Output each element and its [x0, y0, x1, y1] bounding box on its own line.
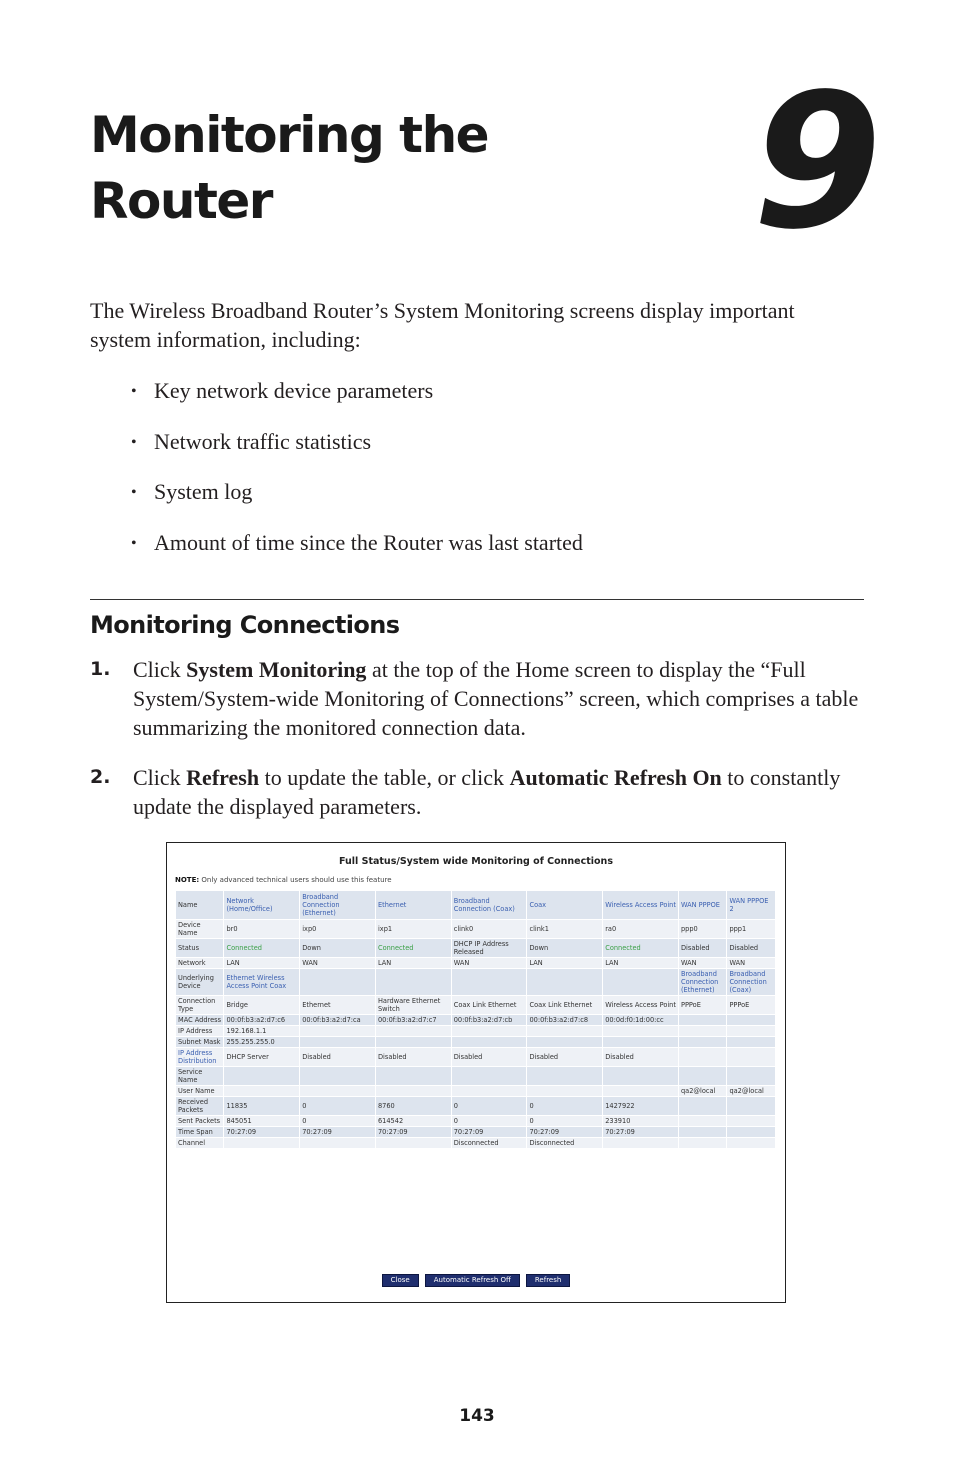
- row-header: Subnet Mask: [176, 1037, 223, 1047]
- list-item: • Key network device parameters: [131, 376, 583, 427]
- table-cell: WAN: [679, 958, 726, 968]
- table-row: [176, 996, 775, 1014]
- table-cell: LAN: [224, 958, 299, 968]
- table-cell: [679, 1037, 726, 1047]
- bullet-icon: •: [131, 534, 137, 552]
- table-cell: Down: [527, 939, 602, 957]
- connections-table: [175, 890, 776, 1149]
- table-cell: Disconnected: [527, 1138, 602, 1148]
- table-cell: [376, 1026, 451, 1036]
- table-cell: 0: [452, 1116, 527, 1126]
- table-cell: ixp0: [300, 920, 375, 938]
- step-1: [90, 655, 860, 742]
- table-cell: [603, 1138, 678, 1148]
- table-cell: Coax Link Ethernet: [452, 996, 527, 1014]
- monitoring-screenshot: [166, 842, 786, 1303]
- bullet-icon: •: [131, 484, 137, 501]
- table-cell: 70:27:09: [300, 1127, 375, 1137]
- bullet-icon: •: [131, 383, 137, 400]
- table-cell: 0: [452, 1097, 527, 1115]
- row-header: Service Name: [176, 1067, 223, 1085]
- step-text: Click System Monitoring at the top of the Home screen to display the “Full System/System-wide Monitoring of Connections” screen, which comprises a table summarizing the monitored connection data.: [133, 657, 859, 740]
- table-cell: 00:0f:b3:a2:d7:c8: [527, 1015, 602, 1025]
- table-cell: Disabled: [679, 939, 726, 957]
- table-cell: PPPoE: [679, 996, 726, 1014]
- table-cell: Ethernet Wireless Access Point Coax: [224, 969, 299, 995]
- table-cell: [727, 1116, 775, 1126]
- table-cell: DHCP IP Address Released: [452, 939, 527, 957]
- table-cell: [527, 1037, 602, 1047]
- table-cell: Disabled: [452, 1048, 527, 1066]
- step-2: [90, 763, 860, 821]
- table-cell: PPPoE: [727, 996, 775, 1014]
- table-cell: clink0: [452, 920, 527, 938]
- table-cell: [527, 1086, 602, 1096]
- row-header: Received Packets: [176, 1097, 223, 1115]
- list-item: • Network traffic statistics: [131, 427, 583, 478]
- chapter-number: 9: [752, 53, 876, 270]
- screenshot-note: NOTE: Only advanced technical users should use this feature: [175, 876, 392, 884]
- table-cell: Disabled: [527, 1048, 602, 1066]
- table-row: [176, 1086, 775, 1096]
- table-cell: 70:27:09: [527, 1127, 602, 1137]
- row-header: Device Name: [176, 920, 223, 938]
- refresh-button[interactable]: Refresh: [526, 1274, 570, 1287]
- table-cell: [727, 1127, 775, 1137]
- table-cell: ppp1: [727, 920, 775, 938]
- table-row: [176, 1037, 775, 1047]
- automatic-refresh-button[interactable]: Automatic Refresh Off: [425, 1274, 520, 1287]
- table-cell: [679, 1116, 726, 1126]
- table-cell: LAN: [527, 958, 602, 968]
- table-cell: [527, 1026, 602, 1036]
- table-row: [176, 1015, 775, 1025]
- screenshot-buttons: [167, 1274, 785, 1287]
- table-cell: [300, 969, 375, 995]
- row-header: Network: [176, 958, 223, 968]
- table-cell: [603, 1067, 678, 1085]
- table-cell: 70:27:09: [452, 1127, 527, 1137]
- table-cell: [376, 1138, 451, 1148]
- column-header: Name: [176, 891, 223, 919]
- row-header: Underlying Device: [176, 969, 223, 995]
- table-cell: LAN: [376, 958, 451, 968]
- table-row: [176, 1138, 775, 1148]
- table-cell: [376, 1086, 451, 1096]
- table-cell: 255.255.255.0: [224, 1037, 299, 1047]
- table-header-row: [176, 891, 775, 919]
- column-header: Broadband Connection (Coax): [452, 891, 527, 919]
- table-cell: [603, 1026, 678, 1036]
- table-cell: ppp0: [679, 920, 726, 938]
- table-row: [176, 1127, 775, 1137]
- table-cell: Disabled: [603, 1048, 678, 1066]
- chapter-title: [90, 102, 488, 234]
- row-header: IP Address Distribution: [176, 1048, 223, 1066]
- table-cell: ra0: [603, 920, 678, 938]
- table-cell: Broadband Connection (Coax): [727, 969, 775, 995]
- table-cell: Wireless Access Point: [603, 996, 678, 1014]
- table-cell: [224, 1067, 299, 1085]
- row-header: Time Span: [176, 1127, 223, 1137]
- row-header: IP Address: [176, 1026, 223, 1036]
- column-header: Ethernet: [376, 891, 451, 919]
- table-cell: ixp1: [376, 920, 451, 938]
- table-cell: clink1: [527, 920, 602, 938]
- close-button[interactable]: Close: [382, 1274, 419, 1287]
- table-cell: [727, 1138, 775, 1148]
- step-number: 2.: [90, 766, 111, 788]
- table-row: [176, 969, 775, 995]
- table-cell: [452, 1026, 527, 1036]
- table-cell: [300, 1026, 375, 1036]
- table-cell: [603, 1086, 678, 1096]
- table-cell: qa2@local: [727, 1086, 775, 1096]
- table-cell: [727, 1097, 775, 1115]
- intro-paragraph: The Wireless Broadband Router’s System Monitoring screens display important system information, including:: [90, 298, 795, 352]
- chapter-title-line-2: Router: [90, 172, 272, 230]
- table-cell: WAN: [452, 958, 527, 968]
- table-cell: [727, 1037, 775, 1047]
- table-row: [176, 1026, 775, 1036]
- screenshot-title: Full Status/System wide Monitoring of Connections: [339, 856, 613, 867]
- row-header: Connection Type: [176, 996, 223, 1014]
- column-header: WAN PPPOE 2: [727, 891, 775, 919]
- section-divider: [90, 599, 864, 600]
- table-cell: [224, 1138, 299, 1148]
- table-cell: 1427922: [603, 1097, 678, 1115]
- table-row: [176, 1048, 775, 1066]
- table-cell: [300, 1086, 375, 1096]
- table-cell: Connected: [603, 939, 678, 957]
- list-item: • System log: [131, 477, 583, 528]
- step-number: 1.: [90, 658, 111, 680]
- table-cell: Coax Link Ethernet: [527, 996, 602, 1014]
- table-cell: [679, 1067, 726, 1085]
- table-cell: [679, 1127, 726, 1137]
- column-header: Coax: [527, 891, 602, 919]
- table-cell: 0: [300, 1097, 375, 1115]
- table-row: [176, 958, 775, 968]
- table-cell: [452, 1037, 527, 1047]
- table-cell: [224, 1086, 299, 1096]
- table-cell: 0: [527, 1116, 602, 1126]
- table-row: [176, 1116, 775, 1126]
- chapter-title-line-1: Monitoring the: [90, 106, 489, 164]
- table-cell: br0: [224, 920, 299, 938]
- table-cell: 614542: [376, 1116, 451, 1126]
- table-cell: 233910: [603, 1116, 678, 1126]
- table-cell: 00:0f:b3:a2:d7:c6: [224, 1015, 299, 1025]
- table-cell: [376, 1037, 451, 1047]
- table-cell: Disabled: [727, 939, 775, 957]
- table-cell: WAN: [727, 958, 775, 968]
- table-cell: [679, 1097, 726, 1115]
- table-cell: 0: [300, 1116, 375, 1126]
- table-cell: [527, 969, 602, 995]
- bullet-icon: •: [131, 433, 137, 451]
- table-cell: [376, 1067, 451, 1085]
- table-cell: Disabled: [300, 1048, 375, 1066]
- table-cell: [300, 1037, 375, 1047]
- table-cell: [679, 1048, 726, 1066]
- section-heading: Monitoring Connections: [90, 611, 400, 639]
- table-cell: [727, 1015, 775, 1025]
- row-header: Sent Packets: [176, 1116, 223, 1126]
- table-cell: [300, 1138, 375, 1148]
- table-cell: [300, 1067, 375, 1085]
- column-header: Broadband Connection (Ethernet): [300, 891, 375, 919]
- table-cell: [603, 1037, 678, 1047]
- table-cell: Bridge: [224, 996, 299, 1014]
- table-cell: [679, 1026, 726, 1036]
- table-cell: [603, 969, 678, 995]
- table-cell: LAN: [603, 958, 678, 968]
- table-cell: 00:0f:b3:a2:d7:ca: [300, 1015, 375, 1025]
- column-header: Network (Home/Office): [224, 891, 299, 919]
- table-cell: 845051: [224, 1116, 299, 1126]
- column-header: Wireless Access Point: [603, 891, 678, 919]
- table-cell: [452, 969, 527, 995]
- table-cell: [376, 969, 451, 995]
- table-row: [176, 1067, 775, 1085]
- row-header: Status: [176, 939, 223, 957]
- table-cell: Hardware Ethernet Switch: [376, 996, 451, 1014]
- table-cell: WAN: [300, 958, 375, 968]
- table-cell: 70:27:09: [376, 1127, 451, 1137]
- row-header: MAC Address: [176, 1015, 223, 1025]
- table-row: [176, 939, 775, 957]
- table-cell: 00:0f:b3:a2:d7:cb: [452, 1015, 527, 1025]
- table-cell: [527, 1067, 602, 1085]
- table-row: [176, 920, 775, 938]
- table-cell: [679, 1138, 726, 1148]
- table-cell: [452, 1067, 527, 1085]
- step-text: Click Refresh to update the table, or click Automatic Refresh On to constantly update the displayed parameters.: [133, 765, 841, 819]
- row-header: Channel: [176, 1138, 223, 1148]
- table-cell: [679, 1015, 726, 1025]
- table-cell: Ethernet: [300, 996, 375, 1014]
- table-cell: DHCP Server: [224, 1048, 299, 1066]
- row-header: User Name: [176, 1086, 223, 1096]
- table-cell: [727, 1048, 775, 1066]
- list-item: • Amount of time since the Router was last started: [131, 528, 583, 579]
- table-cell: 11835: [224, 1097, 299, 1115]
- table-cell: 8760: [376, 1097, 451, 1115]
- column-header: WAN PPPOE: [679, 891, 726, 919]
- table-cell: 70:27:09: [224, 1127, 299, 1137]
- table-cell: 00:0f:b3:a2:d7:c7: [376, 1015, 451, 1025]
- table-cell: [452, 1086, 527, 1096]
- feature-list: [131, 376, 583, 578]
- table-row: [176, 1097, 775, 1115]
- table-cell: Disabled: [376, 1048, 451, 1066]
- table-cell: qa2@local: [679, 1086, 726, 1096]
- table-cell: Broadband Connection (Ethernet): [679, 969, 726, 995]
- page-number: 143: [459, 1406, 495, 1426]
- table-cell: [727, 1026, 775, 1036]
- table-cell: Connected: [224, 939, 299, 957]
- table-cell: 192.168.1.1: [224, 1026, 299, 1036]
- table-cell: Disconnected: [452, 1138, 527, 1148]
- table-cell: 0: [527, 1097, 602, 1115]
- table-cell: 70:27:09: [603, 1127, 678, 1137]
- table-cell: Down: [300, 939, 375, 957]
- table-cell: 00:0d:f0:1d:00:cc: [603, 1015, 678, 1025]
- table-cell: [727, 1067, 775, 1085]
- table-cell: Connected: [376, 939, 451, 957]
